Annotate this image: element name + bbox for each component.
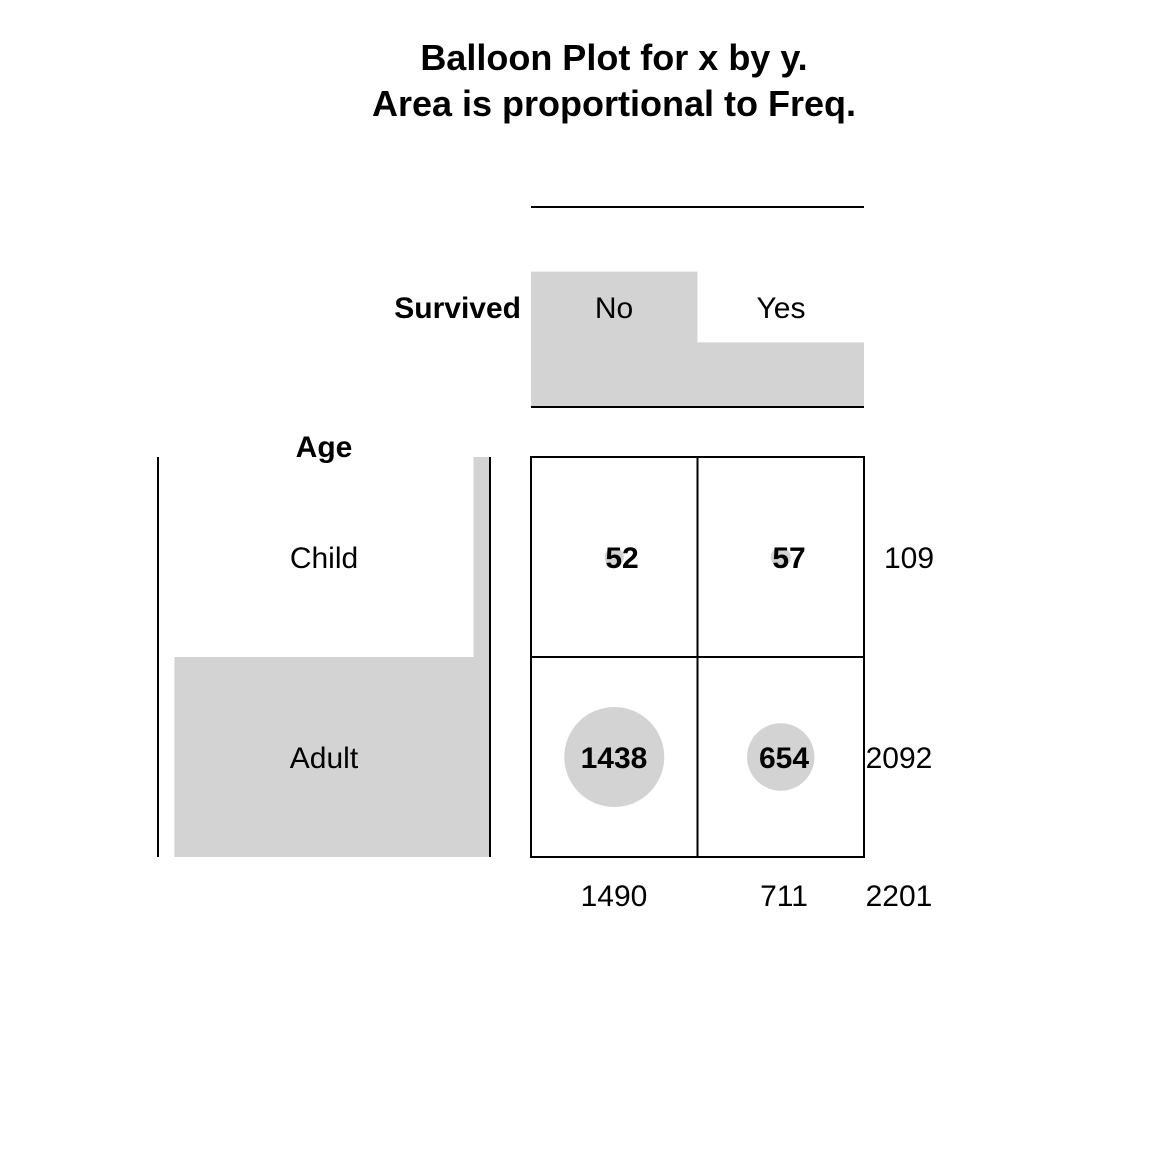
cell-value-adult-no: 1438: [580, 742, 648, 775]
col-label-yes: Yes: [756, 292, 806, 325]
row-total-child: 109: [883, 542, 935, 575]
col-label-no: No: [594, 292, 634, 325]
row-total-adult: 2092: [865, 742, 933, 775]
cell-value-child-no: 52: [605, 542, 639, 575]
grand-total: 2201: [865, 880, 933, 913]
row-label-child: Child: [289, 542, 359, 575]
chart-subtitle: Area is proportional to Freq.: [371, 83, 857, 124]
col-total-no: 1490: [580, 880, 648, 913]
row-variable-label: Age: [295, 431, 353, 464]
col-total-yes: 711: [760, 880, 808, 913]
col-marginal-bar-yes: [698, 342, 865, 407]
chart-title: Balloon Plot for x by y.: [420, 37, 808, 78]
col-variable-label: Survived: [394, 292, 521, 325]
cell-value-child-yes: 57: [772, 542, 806, 575]
cell-value-adult-yes: 654: [758, 742, 810, 775]
row-label-adult: Adult: [289, 742, 359, 775]
row-marginal-bar-child: [474, 457, 490, 657]
